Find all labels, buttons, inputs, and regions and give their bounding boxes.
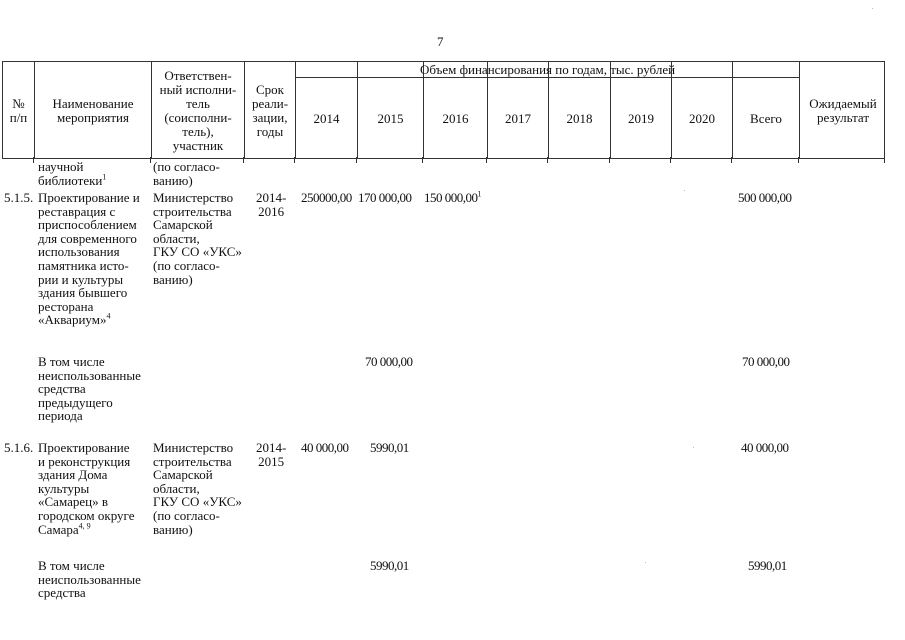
column-tick — [731, 157, 732, 163]
header-result: Ожидаемый результат — [809, 96, 877, 125]
continued-name: научной библиотеки$^1$ — [38, 159, 107, 188]
row-516-name: Проектирование и реконструкция здания Дома культуры «Самарец» в городском округе Самара$^{4, 9}$ — [38, 440, 135, 537]
scan-speck — [872, 8, 873, 9]
row-515-2014: 250000,00 — [301, 190, 352, 205]
column-tick — [884, 157, 885, 163]
header-term: Срок реали- зации, годы — [251, 82, 289, 139]
row-515-including-total: 70 000,00 — [742, 354, 790, 369]
scan-speck — [693, 447, 694, 448]
header-year-2014: 2014 — [313, 111, 340, 126]
header-funding: Объем финансирования по годам, тыс. рублей — [419, 61, 676, 77]
row-515-2015: 170 000,00 — [358, 190, 412, 205]
scan-speck — [684, 190, 685, 191]
header-year-2017: 2017 — [505, 111, 531, 126]
row-515-2016: 150 000,00$^1$ — [424, 189, 481, 205]
row-515-responsible: Министерство строительства Самарской области, ГКУ СО «УКС» (по согласо- ванию) — [153, 190, 242, 287]
row-515-total: 500 000,00 — [738, 190, 792, 205]
continued-responsible: (по согласо- ванию) — [153, 159, 220, 188]
row-516-term: 2014- 2015 — [256, 440, 287, 469]
row-516-2014: 40 000,00 — [301, 440, 349, 455]
row-516-2015: 5990,01 — [370, 440, 409, 455]
column-tick — [294, 157, 295, 163]
row-516-including-name: В том числе неиспользованные средства — [38, 558, 141, 601]
header-name: Наименование мероприятия — [52, 96, 134, 125]
header-year-2020: 2020 — [689, 111, 715, 126]
column-tick — [670, 157, 671, 163]
header-total: Всего — [750, 111, 782, 126]
column-tick — [33, 157, 34, 163]
column-tick — [547, 157, 548, 163]
row-516-including-total: 5990,01 — [748, 558, 787, 573]
column-tick — [609, 157, 610, 163]
header-year-2016: 2016 — [442, 111, 469, 126]
page-number: 7 — [437, 34, 444, 49]
scan-speck — [645, 562, 646, 563]
column-tick — [422, 157, 423, 163]
row-515-name: Проектирование и реставрация с приспособлением для современного использования памятника исто- рии и культуры здания бывшего ресторана «Аквариум»$^4$ — [38, 190, 140, 328]
header-num: № п/п — [9, 96, 28, 125]
row-515-including-2015: 70 000,00 — [365, 354, 413, 369]
column-tick — [243, 157, 244, 163]
column-tick — [798, 157, 799, 163]
row-516-total: 40 000,00 — [741, 440, 789, 455]
row-515-term: 2014- 2016 — [256, 190, 287, 219]
header-year-2019: 2019 — [628, 111, 654, 126]
header-year-2018: 2018 — [566, 111, 593, 126]
header-responsible: Ответствен- ный исполни- тель (соисполни- тель), участник — [159, 68, 237, 153]
row-516-num: 5.1.6. — [4, 440, 34, 455]
column-tick — [150, 157, 151, 163]
row-516-including-2015: 5990,01 — [370, 558, 409, 573]
row-516-responsible: Министерство строительства Самарской области, ГКУ СО «УКС» (по согласо- ванию) — [153, 440, 242, 537]
table-header — [2, 61, 885, 159]
column-tick — [356, 157, 357, 163]
column-tick — [486, 157, 487, 163]
row-515-num: 5.1.5. — [4, 190, 34, 205]
header-year-2015: 2015 — [377, 111, 404, 126]
row-515-including-name: В том числе неиспользованные средства предыдущего периода — [38, 354, 141, 424]
